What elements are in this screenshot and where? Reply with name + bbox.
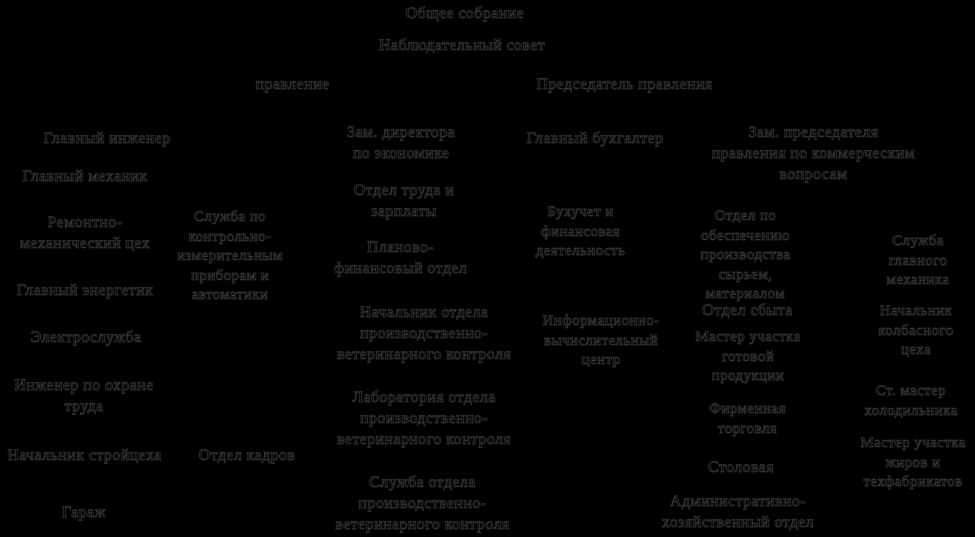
- node-supply-department: Отдел по обеспечению производства сырьем, материалом: [700, 208, 791, 302]
- node-labor-wages-department: Отдел труда и зарплаты: [353, 182, 455, 220]
- node-production-vet-control-lab: Лаборатория отдела производственно-ветеринарного контроля: [336, 389, 512, 448]
- node-board-chairman: Председатель правления: [536, 76, 713, 93]
- node-information-computing-center: Информационно-вычислительный центр: [542, 313, 660, 368]
- node-repair-mechanical-shop: Ремонтно-механический цех: [19, 214, 151, 252]
- node-production-vet-control-head: Начальник отдела производственно-ветеринарного контроля: [336, 304, 512, 363]
- node-construction-shop-head: Начальник стройцеха: [7, 447, 162, 464]
- node-electrical-service: Электрослужба: [30, 329, 142, 346]
- node-fats-techproducts-master: Мастер участка жиров и техфабрикатов: [860, 435, 966, 490]
- node-finished-products-master: Мастер участка готовой продукции: [695, 329, 801, 384]
- node-chief-mechanic-service: Служба главного механика: [886, 233, 950, 288]
- node-brand-trade: Фирменная торговля: [709, 401, 786, 437]
- node-instrumentation-automation-service: Служба по контрольно-измерительным приборам и автоматики: [177, 209, 283, 303]
- node-sausage-shop-head: Начальник колбасного цеха: [878, 303, 954, 358]
- node-chief-mechanic: Главный механик: [22, 168, 148, 185]
- node-admin-household-department: Административно-хозяйственный отдел: [661, 493, 815, 531]
- node-garage: Гараж: [61, 504, 107, 521]
- node-canteen: Столовая: [707, 459, 775, 476]
- node-sales-department: Отдел сбыта: [702, 302, 793, 319]
- node-supervisory-board: Наблюдательный совет: [378, 37, 546, 54]
- node-hr-department: Отдел кадров: [198, 447, 296, 464]
- node-chief-engineer: Главный инженер: [43, 130, 171, 147]
- node-deputy-chairman-commercial: Зам. председателя правления по коммерческим вопросам: [711, 124, 916, 183]
- node-accounting-finance: Бухучет и финансовая деятельность: [535, 204, 626, 259]
- node-general-meeting: Общее собрание: [405, 5, 525, 22]
- node-labor-safety-engineer: Инженер по охране труда: [14, 377, 154, 415]
- node-chief-power-engineer: Главный энергетик: [16, 282, 154, 299]
- node-board: правление: [255, 76, 330, 93]
- node-refrigerator-senior-master: Ст. мастер холодильника: [864, 383, 958, 419]
- node-deputy-director-economics: Зам. директора по экономике: [346, 124, 456, 162]
- node-chief-accountant: Главный бухгалтер: [526, 130, 664, 147]
- node-production-vet-control-service: Служба отдела производственно-ветеринарного контроля: [335, 474, 510, 533]
- node-planning-finance-department: Планово-финансовый отдел: [333, 239, 468, 277]
